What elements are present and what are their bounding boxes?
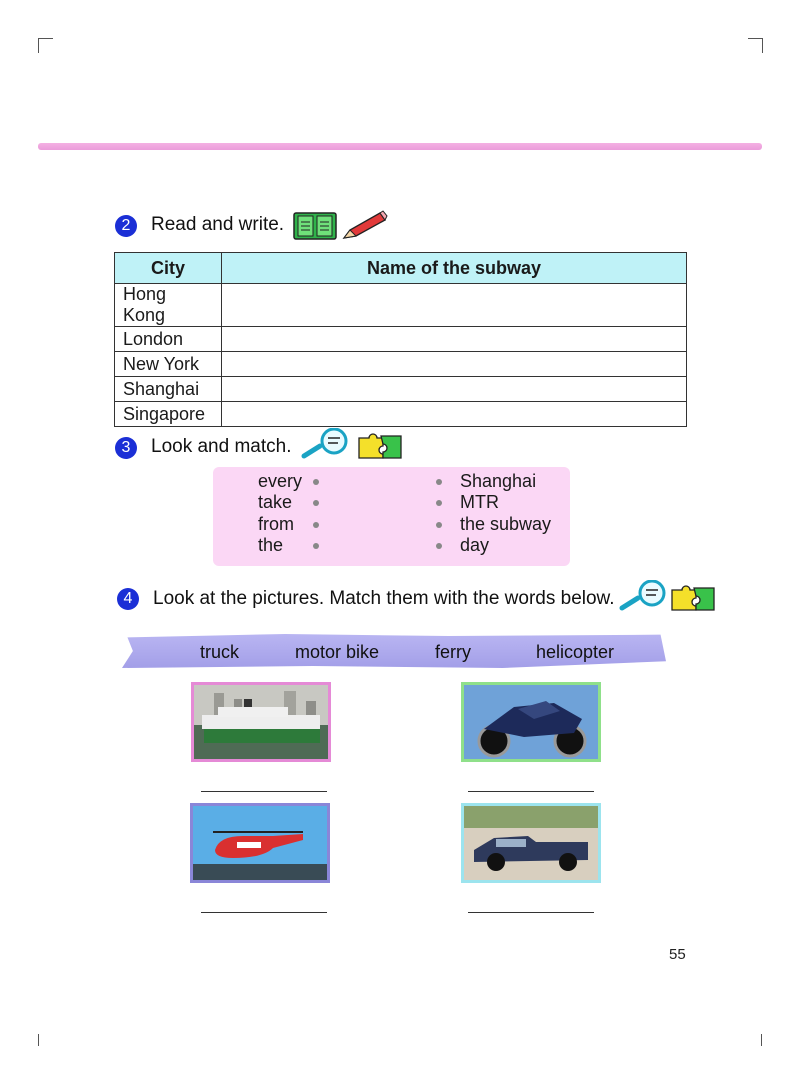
word-bank-item: truck [200,642,240,662]
book-icon [293,212,337,245]
match-left-word: every [258,471,303,491]
subway-answer-cell[interactable] [222,327,687,352]
match-dot-left[interactable] [313,522,319,528]
crop-mark-bottom-right [761,1034,762,1046]
magnifier-icon [618,580,670,617]
crop-mark-top-right [748,38,763,53]
section-3-badge: 3 [115,437,137,459]
match-dot-right[interactable] [436,500,442,506]
table-header-row [115,253,687,284]
motorbike-photo [461,682,601,762]
city-cell: New York [115,352,222,377]
match-right-word: day [460,535,490,555]
puzzle-icon [670,584,718,617]
match-dot-right[interactable] [436,479,442,485]
table-header-city: City [115,253,222,284]
page-number: 55 [669,946,686,963]
crop-mark-bottom-left [38,1034,39,1046]
table-row [115,284,687,327]
city-cell: Singapore [115,402,222,427]
city-cell: Hong Kong [115,284,222,327]
match-dot-left[interactable] [313,543,319,549]
section-4-badge: 4 [117,588,139,610]
section-2-title: Read and write. [151,214,285,235]
match-right-word: Shanghai [460,471,537,491]
city-cell: London [115,327,222,352]
table-row [115,327,687,352]
match-left-word: from [258,514,294,534]
magnifier-icon [300,428,352,465]
match-right-word: MTR [460,492,499,512]
subway-answer-cell[interactable] [222,284,687,327]
table-row [115,377,687,402]
table-row [115,402,687,427]
answer-line[interactable] [201,791,327,792]
word-bank-item: ferry [435,642,471,662]
puzzle-icon [357,432,405,465]
match-right-word: the subway [460,514,552,534]
truck-photo [461,803,601,883]
decorative-pink-band [38,143,762,150]
match-dot-left[interactable] [313,500,319,506]
table-row [115,352,687,377]
word-bank-item: helicopter [536,642,615,662]
table-header-subway: Name of the subway [222,253,687,284]
pencil-icon [342,210,388,245]
answer-line[interactable] [201,912,327,913]
subway-answer-cell[interactable] [222,352,687,377]
subway-table [114,252,687,427]
section-2-badge: 2 [115,215,137,237]
ferry-photo [191,682,331,762]
city-cell: Shanghai [115,377,222,402]
subway-answer-cell[interactable] [222,377,687,402]
match-left-word: the [258,535,284,555]
match-left-word: take [258,492,293,512]
section-4-title: Look at the pictures. Match them with the words below. [153,588,615,609]
match-dot-left[interactable] [313,479,319,485]
match-dot-right[interactable] [436,543,442,549]
match-dot-right[interactable] [436,522,442,528]
crop-mark-top-left [38,38,53,53]
word-bank-item: motor bike [295,642,380,662]
subway-answer-cell[interactable] [222,402,687,427]
answer-line[interactable] [468,912,594,913]
helicopter-photo [190,803,330,883]
section-3-title: Look and match. [151,436,292,457]
answer-line[interactable] [468,791,594,792]
